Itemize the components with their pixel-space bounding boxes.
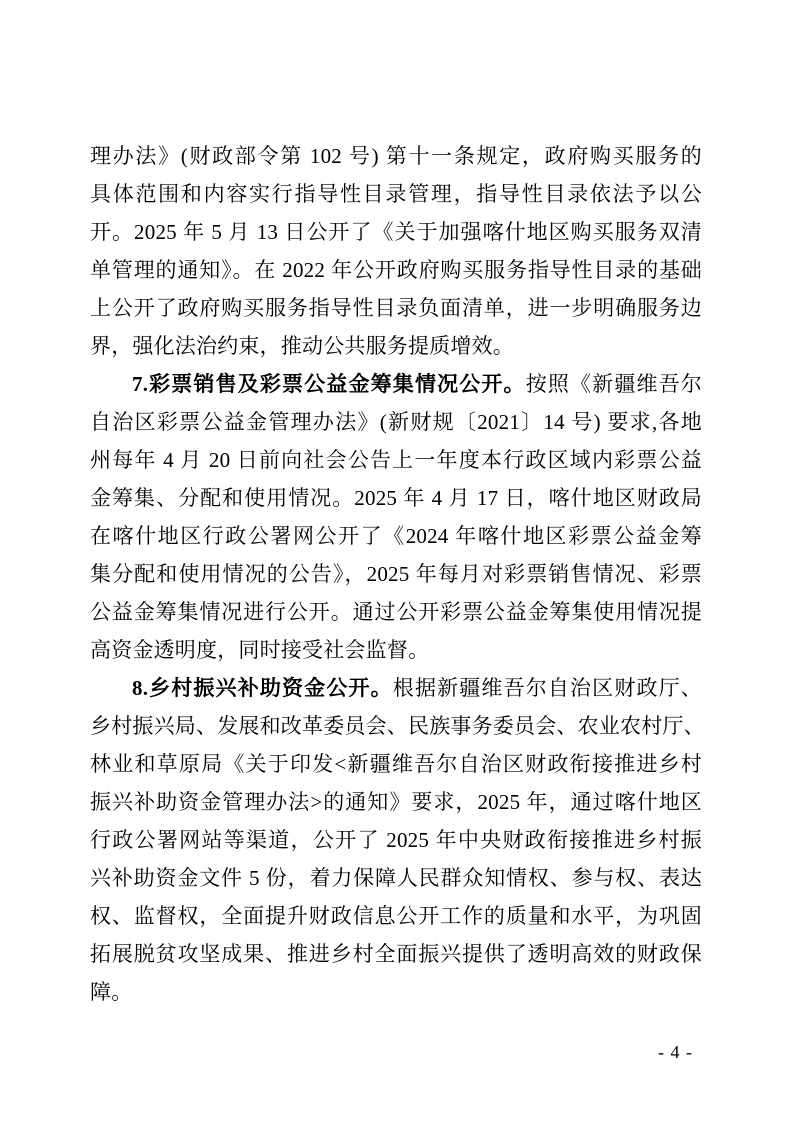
text-line: [90, 555, 702, 593]
text-segment: 根据新疆维吾尔自治区财政厅、: [392, 676, 702, 700]
text-segment: 集分配和使用情况的公告》，2025 年每月对彩票销售情况、彩票: [90, 562, 702, 586]
text-line: [90, 935, 702, 973]
text-line: [90, 859, 702, 897]
text-segment: 乡村振兴局、发展和改革委员会、民族事务委员会、农业农村厅、: [90, 714, 705, 738]
text-line: [90, 365, 702, 403]
text-line: [90, 441, 702, 479]
text-line: [90, 137, 702, 175]
text-segment: 界，强化法治约束，推动公共服务提质增效。: [90, 334, 514, 358]
page-footer: [0, 1042, 693, 1063]
text-segment: 公益金筹集情况进行公开。通过公开彩票公益金筹集使用情况提: [90, 600, 702, 624]
page-number: - 4 -: [658, 1042, 693, 1062]
text-segment: 自治区彩票公益金管理办法》(新财规〔2021〕14 号) 要求,各地: [90, 410, 702, 434]
text-line: [90, 289, 702, 327]
text-segment: 单管理的通知》。在 2022 年公开政府购买服务指导性目录的基础: [90, 258, 702, 282]
text-line: [90, 479, 702, 517]
text-segment: 林业和草原局《关于印发<新疆维吾尔自治区财政衔接推进乡村: [90, 752, 702, 776]
text-segment: 权、监督权，全面提升财政信息公开工作的质量和水平，为巩固: [90, 904, 702, 928]
text-segment: 行政公署网站等渠道，公开了 2025 年中央财政衔接推进乡村振: [90, 828, 702, 852]
text-line: [90, 821, 702, 859]
text-segment: 障。: [90, 980, 133, 1004]
text-segment: 振兴补助资金管理办法>的通知》要求，2025 年，通过喀什地区: [90, 790, 702, 814]
text-line: [90, 517, 702, 555]
text-line: [90, 327, 702, 365]
text-segment: 兴补助资金文件 5 份，着力保障人民群众知情权、参与权、表达: [90, 866, 702, 890]
text-segment: 8.乡村振兴补助资金公开。: [132, 676, 393, 700]
text-line: [90, 973, 702, 1011]
text-line: [90, 783, 702, 821]
document-body: [90, 137, 705, 1011]
text-line: [90, 707, 705, 745]
text-segment: 金筹集、分配和使用情况。2025 年 4 月 17 日，喀什地区财政局: [90, 486, 702, 510]
text-segment: 7.彩票销售及彩票公益金筹集情况公开。: [132, 372, 526, 396]
text-segment: 拓展脱贫攻坚成果、推进乡村全面振兴提供了透明高效的财政保: [90, 942, 702, 966]
text-line: [90, 593, 702, 631]
text-line: [90, 403, 702, 441]
text-line: [90, 631, 702, 669]
text-segment: 在喀什地区行政公署网公开了《2024 年喀什地区彩票公益金筹: [90, 524, 702, 548]
text-segment: 州每年 4 月 20 日前向社会公告上一年度本行政区域内彩票公益: [90, 448, 702, 472]
text-line: [90, 213, 702, 251]
text-segment: 开。2025 年 5 月 13 日公开了《关于加强喀什地区购买服务双清: [90, 220, 702, 244]
text-line: [90, 251, 702, 289]
text-segment: 高资金透明度，同时接受社会监督。: [90, 638, 430, 662]
text-line: [90, 897, 702, 935]
text-segment: 理办法》(财政部令第 102 号) 第十一条规定，政府购买服务的: [90, 144, 702, 168]
text-line: [90, 745, 702, 783]
text-segment: 具体范围和内容实行指导性目录管理，指导性目录依法予以公: [90, 182, 702, 206]
text-segment: 上公开了政府购买服务指导性目录负面清单，进一步明确服务边: [90, 296, 702, 320]
text-line: [90, 669, 702, 707]
text-line: [90, 175, 702, 213]
text-segment: 按照《新疆维吾尔: [525, 372, 702, 396]
